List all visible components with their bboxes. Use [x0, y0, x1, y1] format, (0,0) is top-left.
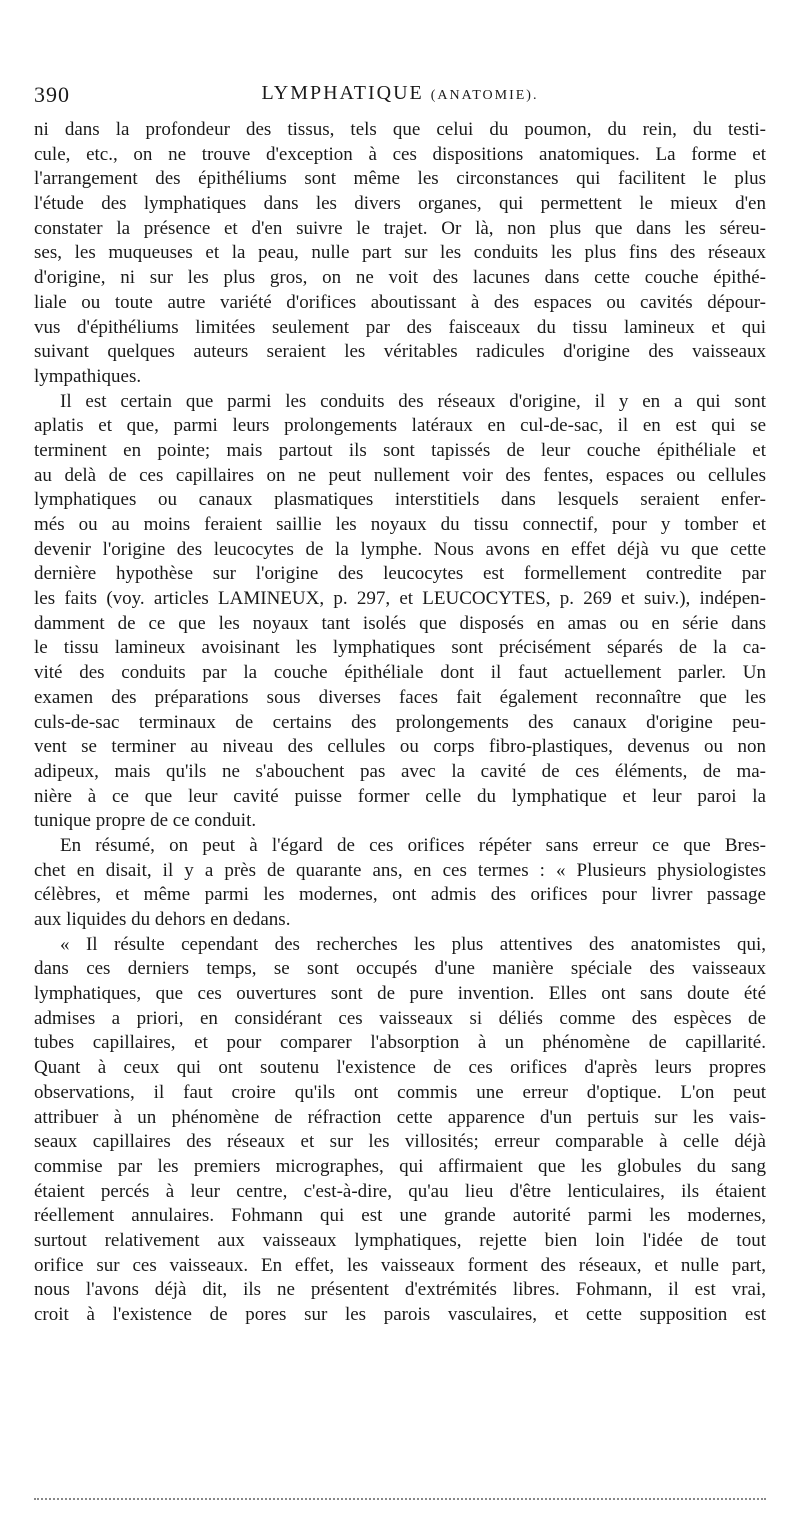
- running-title-main: LYMPHATIQUE: [261, 82, 424, 104]
- text-line: nière à ce que leur cavité puisse former celle du lymphatique et leur paroi la: [34, 785, 766, 807]
- text-line: vus d'épithéliums limitées seulement par des faisceaux du tissu lamineux et qui: [34, 316, 766, 338]
- text-line: ni dans la profondeur des tissus, tels que celui du poumon, du rein, du testi-: [34, 119, 766, 140]
- text-line: commise par les premiers micrographes, qui affirmaient que les globules du sang: [34, 1155, 766, 1177]
- text-line: aux liquides du dehors en dedans.: [34, 909, 291, 930]
- text-line: étaient percés à leur centre, c'est-à-dire, qu'au lieu d'être lenticulaires, ils étaient: [34, 1180, 766, 1202]
- text-line: nous l'avons déjà dit, ils ne présentent d'extrémités libres. Fohmann, il est vrai,: [34, 1279, 766, 1301]
- text-line: ses, les muqueuses et la peau, nulle part sur les conduits les plus fins des réseaux: [34, 242, 766, 264]
- text-line: l'arrangement des épithéliums sont même les circonstances qui facilitent le plus: [34, 168, 766, 190]
- running-title: [34, 82, 766, 105]
- text-line: tubes capillaires, et pour comparer l'absorption à un phénomène de capillarité.: [34, 1032, 766, 1054]
- text-line: damment de ce que les noyaux tant isolés que disposés en amas ou en série dans: [34, 612, 766, 634]
- footer-dotted-rule: [34, 1498, 766, 1500]
- text-line: croit à l'existence de pores sur les parois vasculaires, et cette supposition est: [34, 1304, 766, 1325]
- text-line: devenir l'origine des leucocytes de la lymphe. Nous avons en effet déjà vu que cette: [34, 538, 766, 560]
- text-line: dernière hypothèse sur l'origine des leucocytes est formellement contredite par: [34, 563, 766, 585]
- text-line: au delà de ces capillaires on ne peut nullement voir des fentes, espaces ou cellules: [34, 464, 766, 486]
- text-line: suivant quelques auteurs seraient les véritables radicules d'origine des vaisseaux: [34, 341, 766, 363]
- text-line: constater la présence et d'en suivre le trajet. Or là, non plus que dans les séreu-: [34, 217, 766, 239]
- text-line: tunique propre de ce conduit.: [34, 810, 257, 832]
- text-line: le tissu lamineux avoisinant les lymphatiques sont précisément séparés de la ca-: [34, 637, 766, 659]
- text-line: Il est certain que parmi les conduits des réseaux d'origine, il y en a qui sont: [60, 390, 766, 412]
- text-line: seaux capillaires des réseaux et sur les villosités; erreur comparable à celle déjà: [34, 1131, 766, 1153]
- text-line: vent se terminer au niveau des cellules ou corps fibro-plastiques, devenus ou non: [34, 736, 766, 758]
- text-line: En résumé, on peut à l'égard de ces orifices répéter sans erreur ce que Bres-: [60, 834, 766, 856]
- text-line: réellement annulaires. Fohmann qui est une grande autorité parmi les modernes,: [34, 1205, 766, 1227]
- text-line: aplatis et que, parmi leurs prolongements latéraux en cul-de-sac, il en est qui se: [34, 415, 766, 437]
- running-title-subtitle: (ANATOMIE).: [430, 88, 539, 103]
- text-line: surtout relativement aux vaisseaux lymphatiques, rejette bien loin l'idée de tout: [34, 1229, 766, 1251]
- body-text: [34, 118, 766, 1328]
- text-line: examen des préparations sous diverses faces fait également reconnaître que les: [34, 686, 766, 708]
- text-line: liale ou toute autre variété d'orifices aboutissant à des espaces ou cavités dépour-: [34, 291, 766, 313]
- text-line: terminent en pointe; mais partout ils sont tapissés de leur couche épithéliale et: [34, 439, 766, 461]
- text-line: admises a priori, en considérant ces vaisseaux si déliés comme des espèces de: [34, 1007, 766, 1029]
- text-line: « Il résulte cependant des recherches les plus attentives des anatomistes qui,: [60, 933, 766, 955]
- text-line: cule, etc., on ne trouve d'exception à ces dispositions anatomiques. La forme et: [34, 143, 766, 165]
- text-line: dans ces derniers temps, se sont occupés d'une manière spéciale des vaisseaux: [34, 958, 766, 980]
- text-line: lymphatiques, que ces ouvertures sont de pure invention. Elles ont sans doute été: [34, 983, 766, 1005]
- text-line: lympathiques.: [34, 365, 142, 387]
- text-line: adipeux, mais qu'ils ne s'abouchent pas avec la cavité de ces éléments, de ma-: [34, 760, 766, 782]
- page-header: [34, 82, 766, 112]
- text-line: més ou au moins feraient saillie les noyaux du tissu connectif, pour y tomber et: [34, 514, 766, 535]
- text-line: attribuer à un phénomène de réfraction cette apparence d'un pertuis sur les vais-: [34, 1106, 766, 1128]
- text-line: lymphatiques ou canaux plasmatiques interstitiels dans lesquels seraient enfer-: [34, 489, 766, 511]
- page-number: 390: [34, 82, 70, 107]
- text-line: d'origine, ni sur les plus gros, on ne voit des lacunes dans cette couche épithé-: [34, 267, 766, 289]
- text-line: célèbres, et même parmi les modernes, ont admis des orifices pour livrer passage: [34, 884, 766, 906]
- text-line: chet en disait, il y a près de quarante ans, en ces termes : « Plusieurs physiologistes: [34, 859, 766, 881]
- text-line: observations, il faut croire qu'ils ont commis une erreur d'optique. L'on peut: [34, 1081, 766, 1103]
- text-line: orifice sur ces vaisseaux. En effet, les vaisseaux forment des réseaux, et nulle part,: [34, 1254, 766, 1276]
- text-line: Quant à ceux qui ont soutenu l'existence de ces orifices d'après leurs propres: [34, 1057, 766, 1079]
- text-line: les faits (voy. articles LAMINEUX, p. 297, et LEUCOCYTES, p. 269 et suiv.), indépen-: [34, 588, 766, 610]
- text-line: l'étude des lymphatiques dans les divers organes, qui permettent le mieux d'en: [34, 193, 766, 215]
- text-line: culs-de-sac terminaux de certains des prolongements des canaux d'origine peu-: [34, 711, 766, 733]
- text-line: vité des conduits par la couche épithéliale dont il faut actuellement parler. Un: [34, 662, 766, 684]
